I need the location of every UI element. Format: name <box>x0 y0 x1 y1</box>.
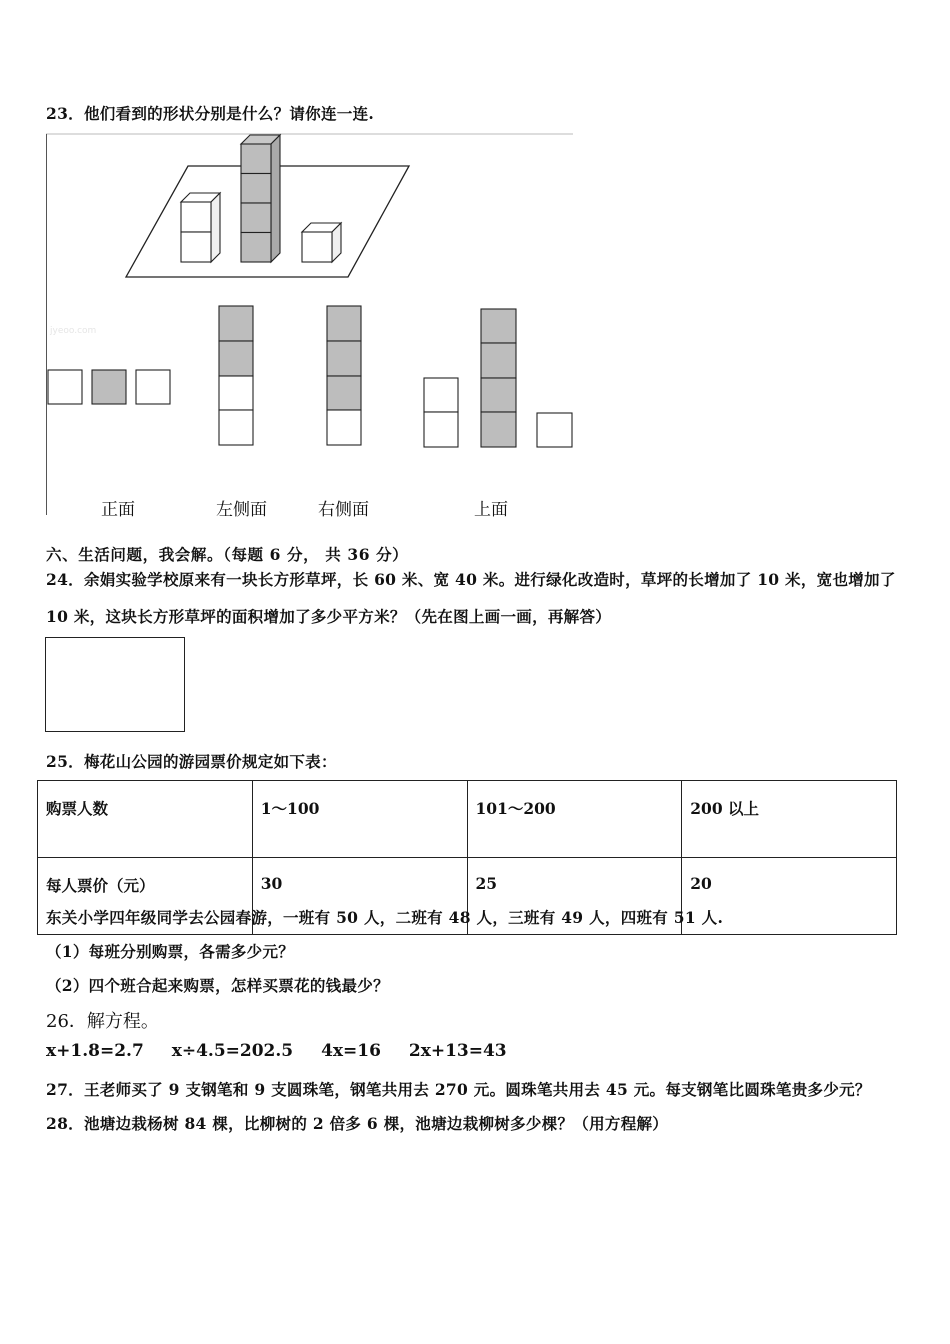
table-cell: 1～100 <box>252 781 467 858</box>
table-cell: 101～200 <box>467 781 682 858</box>
view-option-right-side <box>327 306 361 445</box>
equation: x÷4.5=202.5 <box>171 1041 294 1061</box>
label-front: 正面 <box>101 500 135 520</box>
q25-sub2: （2）四个班合起来购票，怎样买票花的钱最少？ <box>46 976 389 995</box>
table-cell: 购票人数 <box>38 781 253 858</box>
right-cube <box>302 223 341 262</box>
label-left-side: 左侧面 <box>216 500 267 520</box>
table-cell: 25 <box>467 858 682 935</box>
equation: x+1.8=2.7 <box>46 1041 144 1061</box>
middle-cube-stack <box>241 135 280 262</box>
q26-equations <box>46 1041 529 1061</box>
view-option-top <box>424 309 572 447</box>
q25-sub1: （1）每班分别购票，各需多少元？ <box>46 942 295 961</box>
table-cell: 30 <box>252 858 467 935</box>
q23-figure <box>0 0 950 530</box>
view-option-left-side <box>219 306 253 445</box>
section-title: 六、生活问题，我会解。（每题 6 分， 共 36 分） <box>46 545 409 564</box>
q28-text: 28．池塘边栽杨树 84 棵，比柳树的 2 倍多 6 棵，池塘边栽柳树多少棵？（用方程解） <box>46 1114 669 1133</box>
equation: 4x=16 <box>321 1041 381 1061</box>
table-row <box>38 781 897 858</box>
q24-line2: 10 米，这块长方形草坪的面积增加了多少平方米？（先在图上画一画，再解答） <box>46 607 612 626</box>
lawn-rectangle-diagram <box>45 637 185 732</box>
q27-text: 27．王老师买了 9 支钢笔和 9 支圆珠笔，钢笔共用去 270 元。圆珠笔共用去 45 元。每支钢笔比圆珠笔贵多少元？ <box>46 1080 871 1099</box>
q26-title: 26．解方程。 <box>46 1011 159 1032</box>
equation: 2x+13=43 <box>408 1041 507 1061</box>
q25-text: 25．梅花山公园的游园票价规定如下表： <box>46 752 337 771</box>
watermark: jyeoo.com <box>50 326 97 336</box>
label-right-side: 右侧面 <box>318 500 369 520</box>
table-cell: 200 以上 <box>682 781 897 858</box>
table-cell: 20 <box>682 858 897 935</box>
label-top: 上面 <box>474 500 508 520</box>
view-option-front <box>48 370 170 404</box>
q23-text: 23．他们看到的形状分别是什么？请你连一连. <box>46 104 375 123</box>
q25-description: 东关小学四年级同学去公园春游，一班有 50 人，二班有 48 人，三班有 49 人，四班有 51 人. <box>46 908 724 927</box>
table-cell: 每人票价（元） <box>38 858 253 935</box>
left-cube-stack <box>181 193 220 262</box>
q24-line1: 24．余娟实验学校原来有一块长方形草坪，长 60 米、宽 40 米。进行绿化改造时，草坪的长增加了 10 米，宽也增加了 <box>46 570 896 589</box>
